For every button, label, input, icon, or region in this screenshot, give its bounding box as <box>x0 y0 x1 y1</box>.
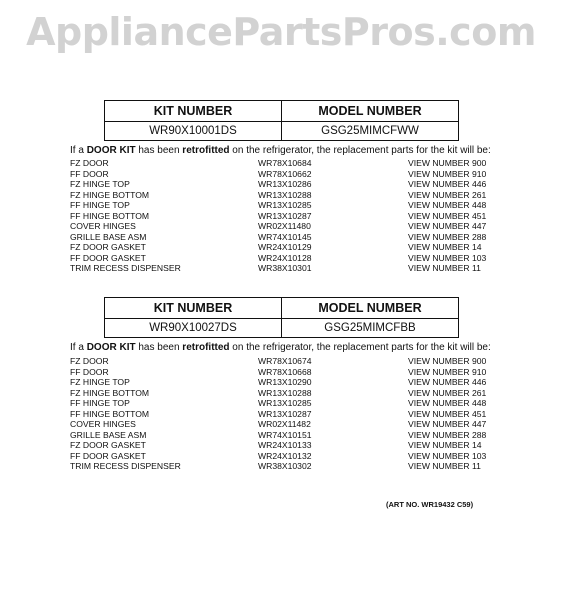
view-number: VIEW NUMBER 446 <box>408 377 487 387</box>
intro-text: has been <box>135 145 183 156</box>
intro-door-kit: DOOR KIT <box>86 342 136 353</box>
part-number: WR74X10151 <box>258 429 312 440</box>
intro-text: on the refrigerator, the replacement parts for the kit will be: <box>229 342 491 353</box>
part-name: GRILLE BASE ASM <box>70 231 147 242</box>
intro-retrofitted: retrofitted <box>182 342 230 353</box>
part-name: FF HINGE TOP <box>70 200 130 210</box>
part-row <box>70 179 510 190</box>
view-number: VIEW NUMBER 447 <box>408 221 487 231</box>
view-number: VIEW NUMBER 261 <box>408 387 487 398</box>
part-number: WR78X10662 <box>258 168 312 179</box>
kit-number-header: KIT NUMBER <box>105 101 282 122</box>
part-number: WR13X10286 <box>258 179 312 189</box>
kit-number-value: WR90X10001DS <box>105 122 282 141</box>
part-number: WR02X11482 <box>258 419 311 429</box>
kit-number-header: KIT NUMBER <box>105 298 282 319</box>
part-number: WR74X10145 <box>258 231 312 242</box>
part-name: GRILLE BASE ASM <box>70 429 147 440</box>
kit-number-value: WR90X10027DS <box>105 319 282 338</box>
part-name: FZ DOOR <box>70 356 109 366</box>
part-number: WR24X10132 <box>258 450 312 461</box>
part-name: FF DOOR <box>70 168 109 179</box>
kit-intro-2 <box>70 342 491 353</box>
view-number: VIEW NUMBER 451 <box>408 210 487 221</box>
view-number: VIEW NUMBER 448 <box>408 200 487 210</box>
view-number: VIEW NUMBER 451 <box>408 408 487 419</box>
intro-retrofitted: retrofitted <box>182 145 230 156</box>
part-row <box>70 377 510 388</box>
part-number: WR13X10285 <box>258 398 312 408</box>
part-row <box>70 409 510 420</box>
intro-text: on the refrigerator, the replacement parts for the kit will be: <box>229 145 491 156</box>
part-row <box>70 200 510 211</box>
part-name: FF HINGE BOTTOM <box>70 408 150 419</box>
part-number: WR24X10128 <box>258 252 312 263</box>
part-name: FF DOOR GASKET <box>70 252 146 263</box>
kit-table-2 <box>104 297 459 338</box>
part-number: WR13X10285 <box>258 200 312 210</box>
intro-text: If a <box>70 145 87 156</box>
part-name: FZ DOOR <box>70 158 109 168</box>
part-number: WR13X10287 <box>258 210 312 221</box>
part-row <box>70 430 510 441</box>
art-number: (ART NO. WR19432 C59) <box>386 500 474 509</box>
part-name: FF DOOR <box>70 366 109 377</box>
model-number-header: MODEL NUMBER <box>282 101 459 122</box>
part-name: COVER HINGES <box>70 419 136 429</box>
part-row <box>70 451 510 462</box>
part-name: TRIM RECESS DISPENSER <box>70 263 181 273</box>
part-row <box>70 461 510 472</box>
part-name: FF HINGE BOTTOM <box>70 210 150 221</box>
part-name: FF HINGE TOP <box>70 398 130 408</box>
part-number: WR13X10290 <box>258 377 312 387</box>
view-number: VIEW NUMBER 900 <box>408 158 487 168</box>
view-number: VIEW NUMBER 446 <box>408 179 487 189</box>
part-number: WR13X10287 <box>258 408 312 419</box>
part-name: FZ HINGE TOP <box>70 179 130 189</box>
part-row <box>70 221 510 232</box>
view-number: VIEW NUMBER 900 <box>408 356 487 366</box>
view-number: VIEW NUMBER 14 <box>408 440 482 450</box>
part-number: WR78X10668 <box>258 366 312 377</box>
part-name: FZ DOOR GASKET <box>70 440 146 450</box>
intro-door-kit: DOOR KIT <box>86 145 136 156</box>
view-number: VIEW NUMBER 11 <box>408 263 481 273</box>
part-row <box>70 158 510 169</box>
part-name: TRIM RECESS DISPENSER <box>70 461 181 471</box>
part-name: FZ HINGE TOP <box>70 377 130 387</box>
model-number-header: MODEL NUMBER <box>282 298 459 319</box>
part-number: WR13X10288 <box>258 189 312 200</box>
part-name: FZ DOOR GASKET <box>70 242 146 252</box>
view-number: VIEW NUMBER 448 <box>408 398 487 408</box>
part-number: WR38X10301 <box>258 263 312 273</box>
view-number: VIEW NUMBER 103 <box>408 252 487 263</box>
part-number: WR24X10129 <box>258 242 312 252</box>
part-number: WR24X10133 <box>258 440 312 450</box>
part-row <box>70 419 510 430</box>
part-name: FZ HINGE BOTTOM <box>70 189 150 200</box>
part-row <box>70 367 510 378</box>
parts-list-1 <box>70 158 510 274</box>
part-row <box>70 440 510 451</box>
part-row <box>70 190 510 201</box>
part-name: FZ HINGE BOTTOM <box>70 387 150 398</box>
view-number: VIEW NUMBER 14 <box>408 242 482 252</box>
part-number: WR38X10302 <box>258 461 312 471</box>
intro-text: If a <box>70 342 87 353</box>
view-number: VIEW NUMBER 11 <box>408 461 481 471</box>
kit-intro-1 <box>70 145 491 156</box>
part-number: WR13X10288 <box>258 387 312 398</box>
part-name: FF DOOR GASKET <box>70 450 146 461</box>
part-row <box>70 253 510 264</box>
part-row <box>70 398 510 409</box>
part-row <box>70 388 510 399</box>
part-number: WR78X10684 <box>258 158 312 168</box>
model-number-value: GSG25MIMCFWW <box>282 122 459 141</box>
part-row <box>70 169 510 180</box>
view-number: VIEW NUMBER 447 <box>408 419 487 429</box>
part-row <box>70 211 510 222</box>
intro-text: has been <box>135 342 183 353</box>
view-number: VIEW NUMBER 103 <box>408 450 487 461</box>
watermark-logo: AppliancePartsPros.com <box>26 10 536 54</box>
model-number-value: GSG25MIMCFBB <box>282 319 459 338</box>
view-number: VIEW NUMBER 288 <box>408 429 487 440</box>
part-row <box>70 356 510 367</box>
view-number: VIEW NUMBER 288 <box>408 231 487 242</box>
parts-list-2 <box>70 356 510 472</box>
part-number: WR02X11480 <box>258 221 311 231</box>
part-name: COVER HINGES <box>70 221 136 231</box>
view-number: VIEW NUMBER 910 <box>408 168 487 179</box>
part-row <box>70 263 510 274</box>
view-number: VIEW NUMBER 261 <box>408 189 487 200</box>
part-row <box>70 232 510 243</box>
part-number: WR78X10674 <box>258 356 312 366</box>
part-row <box>70 242 510 253</box>
view-number: VIEW NUMBER 910 <box>408 366 487 377</box>
kit-table-1 <box>104 100 459 141</box>
